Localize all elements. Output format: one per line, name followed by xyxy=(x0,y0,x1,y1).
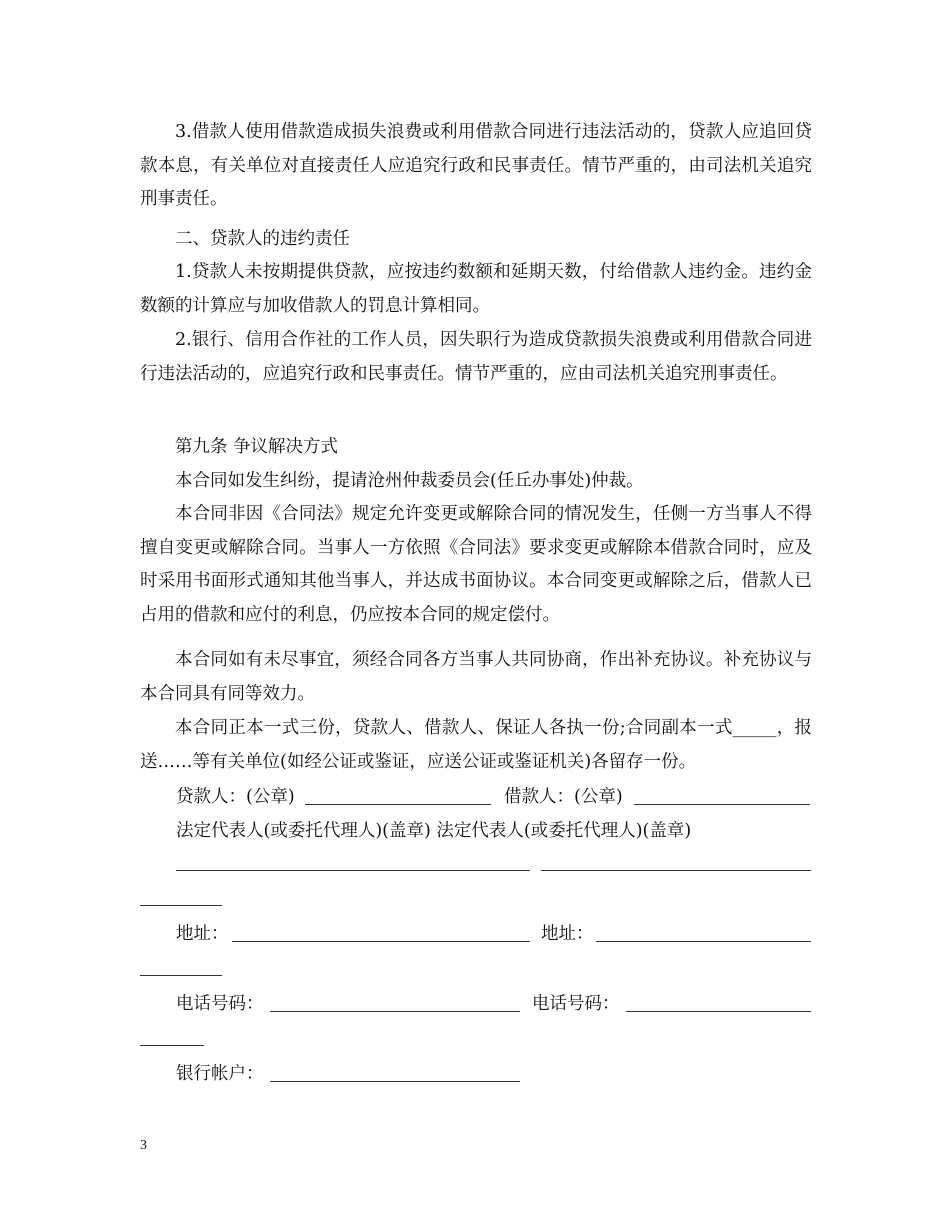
borrower-seal-label: 借款人：(公章) xyxy=(504,787,623,807)
address-blank-wrap xyxy=(140,975,222,976)
paragraph-modification: 本合同非因《合同法》规定允许变更或解除合同的情况发生，任侧一方当事人不得擅自变更或解除合同。当事人一方依照《合同法》要求变更或解除本借款合同时，应及时采用书面形式通知其他当事人，并达成书面协议。本合同变更或解除之后，借款人已占用的借款和应付的利息，仍应按本合同的规定偿付。 xyxy=(140,504,812,625)
article-heading-dispute: 第九条 争议解决方式 xyxy=(175,437,339,457)
borrower-seal-blank xyxy=(634,804,810,805)
paragraph-supplementary: 本合同如有未尽事宜，须经合同各方当事人共同协商，作出补充协议。补充协议与本合同具有同等效力。 xyxy=(140,650,812,704)
phone-blank-wrap xyxy=(140,1045,204,1046)
bank-account-blank xyxy=(270,1081,520,1082)
paragraph-lender-liability-2: 2.银行、信用合作社的工作人员，因失职行为造成贷款损失浪费或利用借款合同进行违法活动的，应追究行政和民事责任。情节严重的，应由司法机关追究刑事责任。 xyxy=(140,330,812,384)
paragraph-borrower-liability-3: 3.借款人使用借款造成损失浪费或利用借款合同进行违法活动的，贷款人应追回贷款本息，有关单位对直接责任人应追究行政和民事责任。情节严重的，由司法机关追究刑事责任。 xyxy=(140,122,812,209)
paragraph-arbitration: 本合同如发生纠纷，提请沧州仲裁委员会(任丘办事处)仲裁。 xyxy=(175,471,644,491)
paragraph-lender-liability-1: 1.贷款人未按期提供贷款，应按违约数额和延期天数，付给借款人违约金。违约金数额的计算应与加收借款人的罚息计算相同。 xyxy=(140,262,812,316)
phone-blank-right xyxy=(626,1011,811,1012)
bank-account-label: 银行帐户： xyxy=(176,1064,264,1084)
representative-blank-right xyxy=(541,870,811,871)
section-heading-lender-liability: 二、贷款人的违约责任 xyxy=(175,229,350,249)
lender-seal-label: 贷款人：(公章) xyxy=(176,787,295,807)
address-blank-right xyxy=(596,941,811,942)
lender-seal-blank xyxy=(305,804,491,805)
representative-blank-wrap xyxy=(140,905,222,906)
representative-blank-left xyxy=(176,870,530,871)
page-number: 3 xyxy=(140,1138,147,1153)
phone-label-right: 电话号码： xyxy=(532,994,620,1014)
address-blank-left xyxy=(232,941,530,942)
representative-labels: 法定代表人(或委托代理人)(盖章) 法定代表人(或委托代理人)(盖章) xyxy=(176,821,692,841)
paragraph-copies: 本合同正本一式三份，贷款人、借款人、保证人各执一份;合同副本一式_____，报送……等有关单位(如经公证或鉴证，应送公证或鉴证机关)各留存一份。 xyxy=(140,718,812,772)
phone-label-left: 电话号码： xyxy=(176,994,264,1014)
phone-blank-left xyxy=(270,1011,520,1012)
address-label-right: 地址： xyxy=(541,924,594,944)
address-label-left: 地址： xyxy=(176,924,229,944)
